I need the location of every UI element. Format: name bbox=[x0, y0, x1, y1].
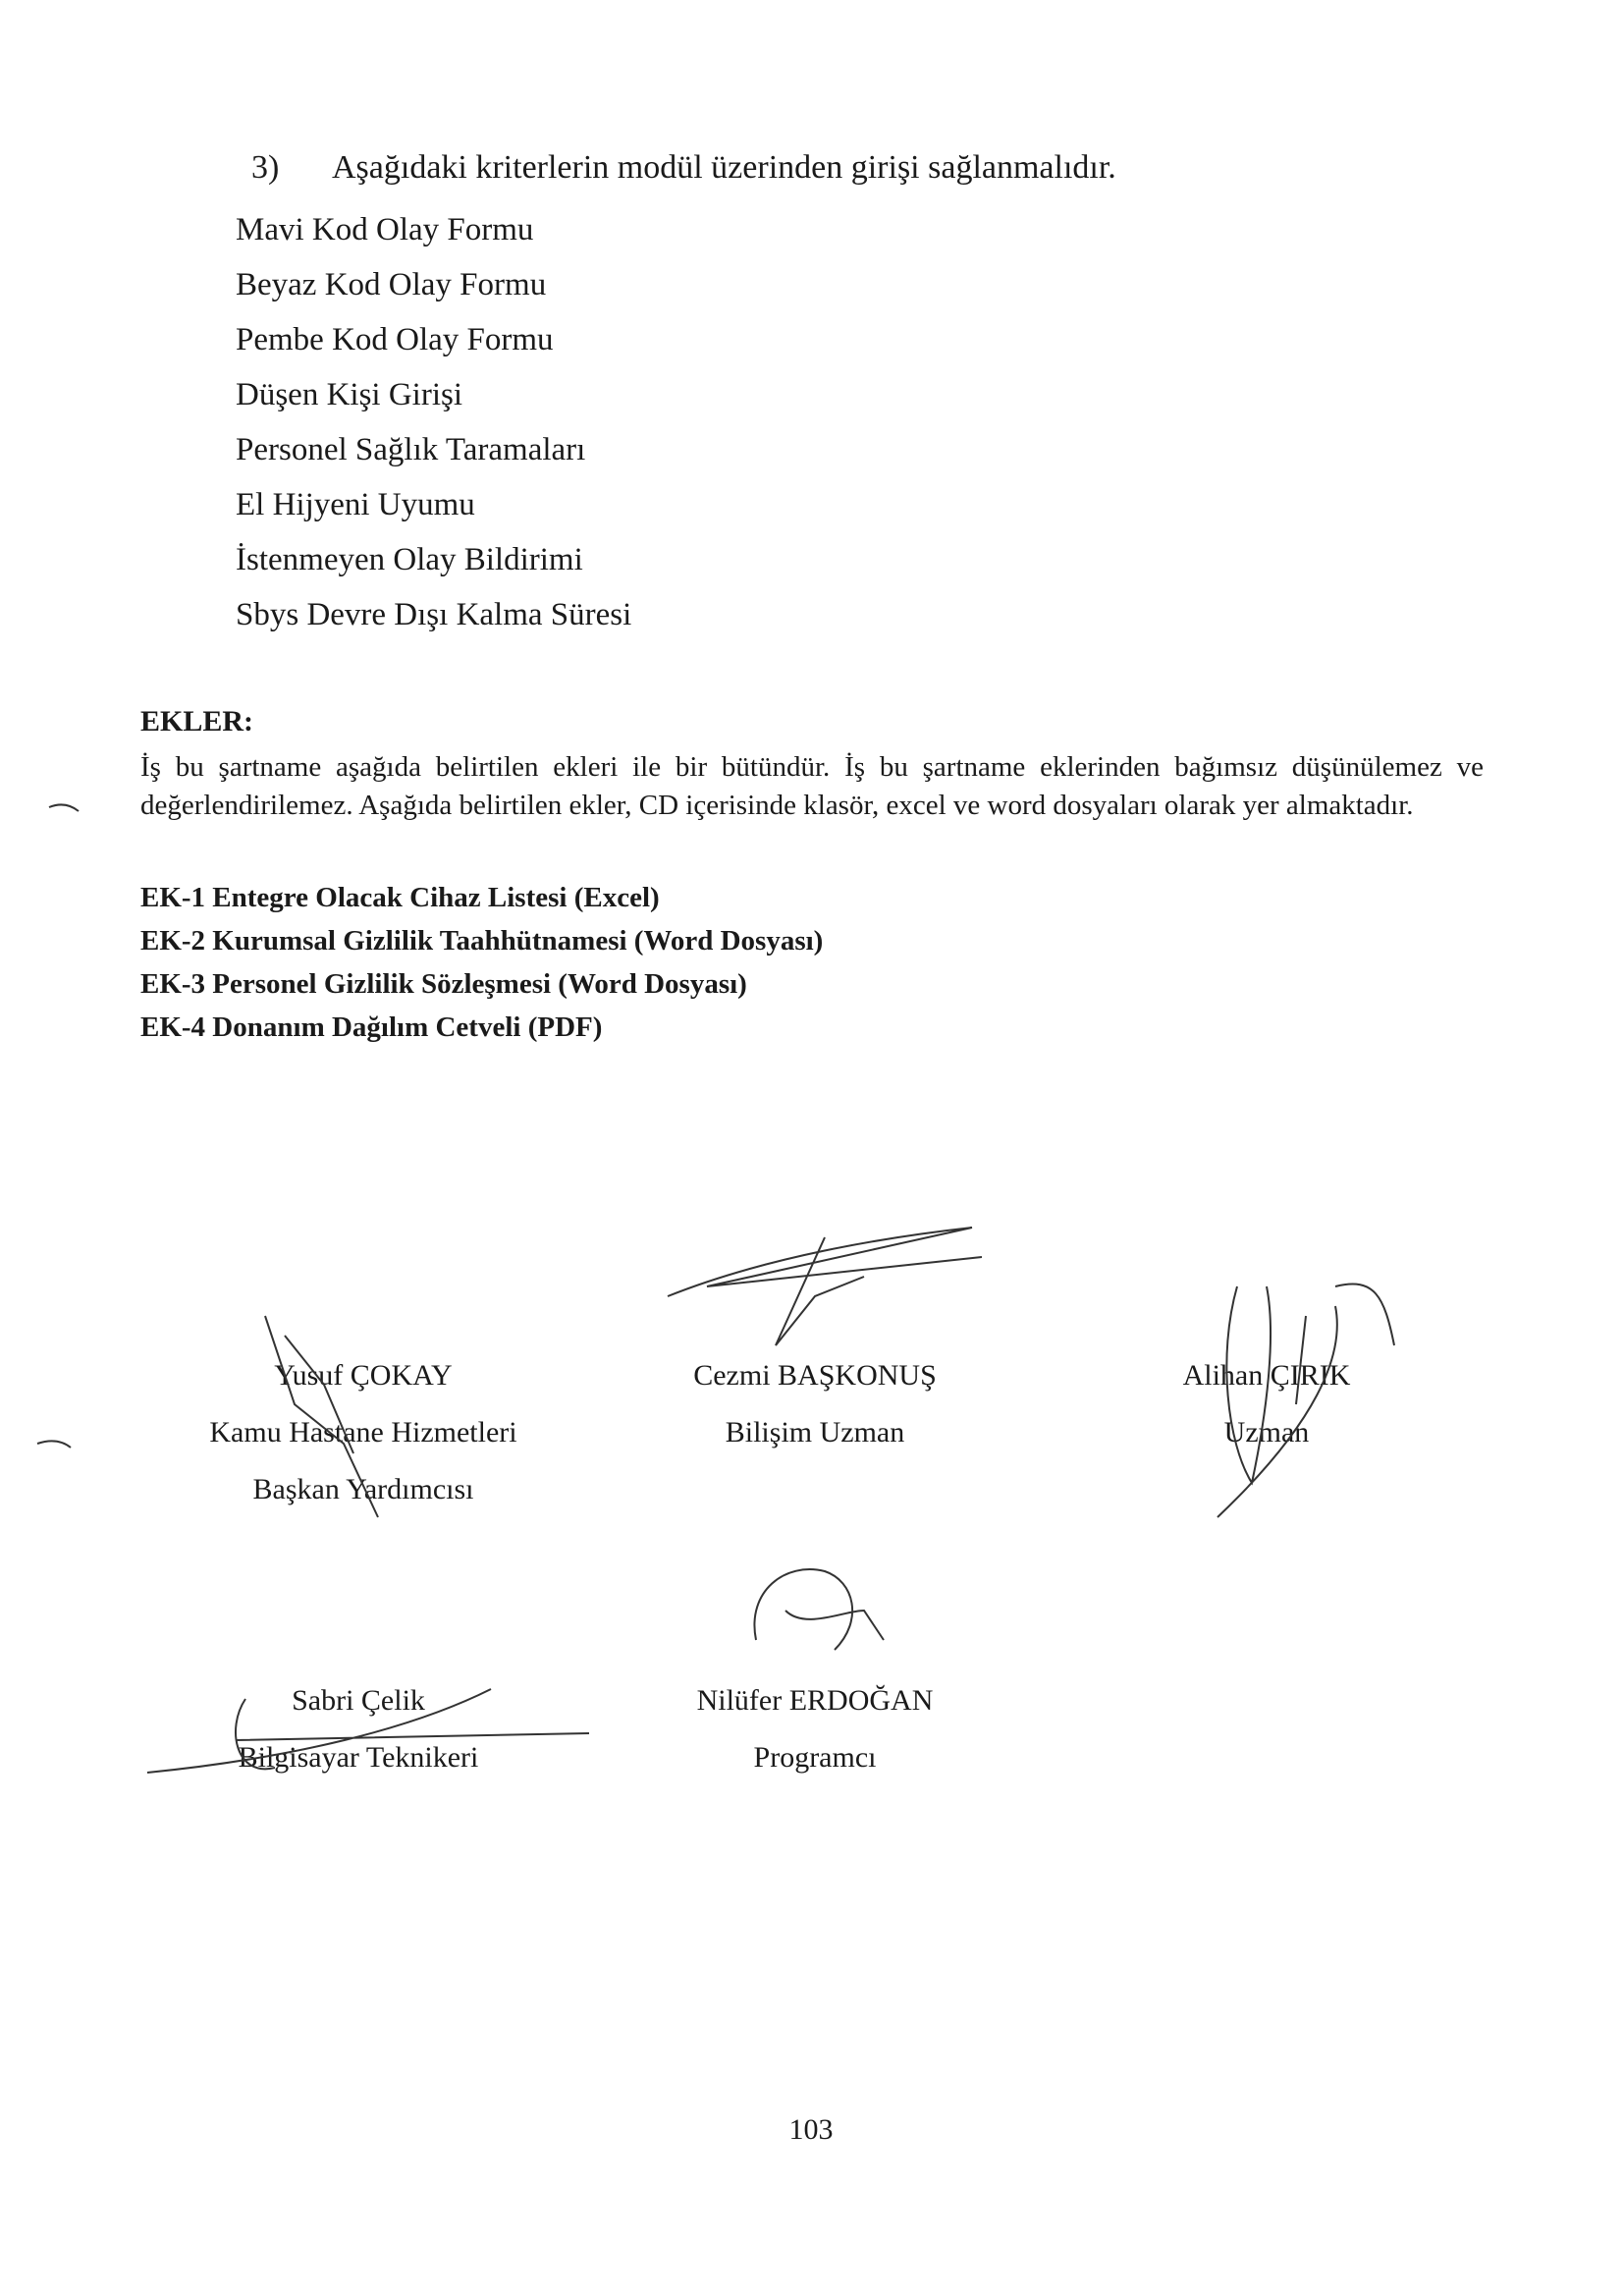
signatory-name: Alihan ÇIRIK bbox=[1182, 1359, 1351, 1392]
signatory-title: Bilişim Uzman bbox=[725, 1416, 905, 1449]
ek-item: EK-4 Donanım Dağılım Cetveli (PDF) bbox=[140, 1011, 603, 1043]
signature-block bbox=[589, 1672, 1041, 1786]
signatory-title: Kamu Hastane Hizmetleri bbox=[209, 1416, 517, 1449]
ekler-title: EKLER: bbox=[140, 705, 254, 738]
signature-mark-cezmi bbox=[668, 1228, 982, 1345]
ek-item: EK-1 Entegre Olacak Cihaz Listesi (Excel) bbox=[140, 882, 660, 913]
ekler-paragraph: İş bu şartname aşağıda belirtilen ekleri ile bir bütündür. İş bu şartname eklerinden bağımsız düşünülemez ve değerlendirilemez. Aşağıda belirtilen ekler, CD içerisinde klasör, excel ve word dosyaları olarak yer almaktadır. bbox=[140, 751, 1484, 821]
signature-block bbox=[137, 1347, 589, 1518]
signatory-name: Cezmi BAŞKONUŞ bbox=[693, 1359, 937, 1392]
margin-mark bbox=[37, 804, 79, 1448]
criteria-item: El Hijyeni Uyumu bbox=[236, 487, 475, 522]
criteria-list bbox=[236, 202, 631, 642]
criteria-intro: Aşağıdaki kriterlerin modül üzerinden girişi sağlanmalıdır. bbox=[332, 149, 1116, 186]
criteria-heading bbox=[251, 149, 1116, 187]
signatory-name: Nilüfer ERDOĞAN bbox=[696, 1684, 934, 1717]
ekler-list bbox=[140, 876, 823, 1049]
signature-block bbox=[1041, 1347, 1492, 1461]
signatory-name: Yusuf ÇOKAY bbox=[274, 1359, 453, 1392]
criteria-item: Düşen Kişi Girişi bbox=[236, 377, 462, 412]
criteria-item: Beyaz Kod Olay Formu bbox=[236, 267, 547, 302]
signatory-title: Başkan Yardımcısı bbox=[252, 1473, 474, 1505]
criteria-number: 3) bbox=[251, 149, 280, 186]
signatory-title: Uzman bbox=[1223, 1416, 1310, 1449]
criteria-item: Personel Sağlık Taramaları bbox=[236, 432, 586, 467]
criteria-item: İstenmeyen Olay Bildirimi bbox=[236, 542, 583, 577]
signatory-title: Programcı bbox=[753, 1741, 877, 1774]
signatory-name: Sabri Çelik bbox=[292, 1684, 425, 1717]
ek-item: EK-3 Personel Gizlilik Sözleşmesi (Word Dosyası) bbox=[140, 968, 747, 1000]
criteria-item: Pembe Kod Olay Formu bbox=[236, 322, 554, 357]
criteria-item: Sbys Devre Dışı Kalma Süresi bbox=[236, 597, 632, 632]
ek-item: EK-2 Kurumsal Gizlilik Taahhütnamesi (Word Dosyası) bbox=[140, 925, 824, 957]
page-number: 103 bbox=[788, 2113, 834, 2146]
criteria-item: Mavi Kod Olay Formu bbox=[236, 212, 534, 247]
signature-mark-nilufer bbox=[754, 1569, 884, 1650]
signature-block bbox=[589, 1347, 1041, 1461]
signatory-title: Bilgisayar Teknikeri bbox=[238, 1741, 479, 1774]
signature-block bbox=[133, 1672, 584, 1786]
